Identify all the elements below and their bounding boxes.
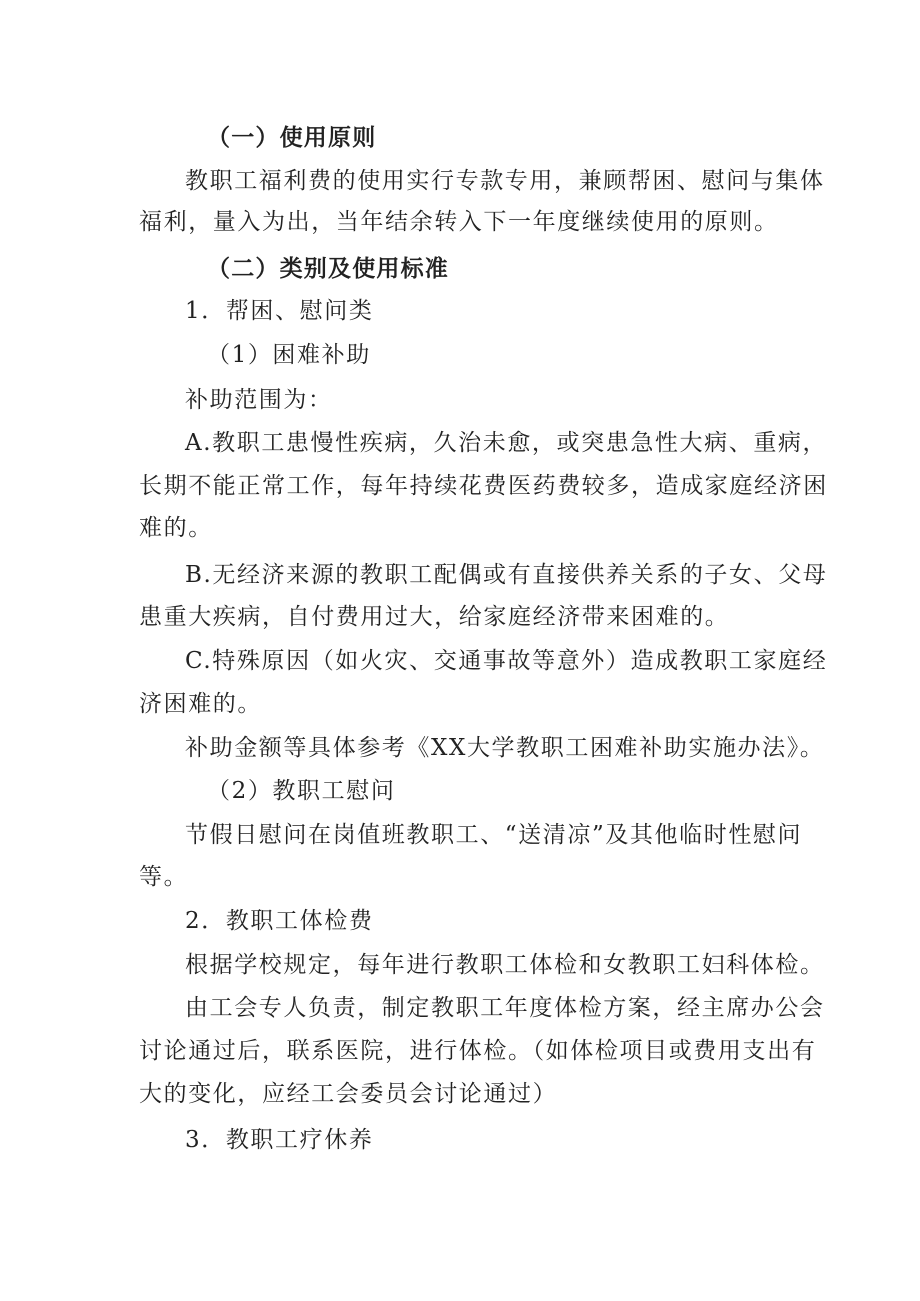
paragraph-line: 讨论通过后，联系医院，进行体检。（如体检项目或费用支出有 bbox=[139, 1038, 817, 1064]
subsection-heading: 2．教职工体检费 bbox=[185, 908, 374, 934]
paragraph-line: 济困难的。 bbox=[139, 691, 262, 717]
subsection-heading: 3．教职工疗休养 bbox=[185, 1127, 374, 1153]
paragraph-line: 教职工福利费的使用实行专款专用，兼顾帮困、慰问与集体 bbox=[185, 168, 825, 194]
item-heading: （1）困难补助 bbox=[207, 342, 371, 368]
paragraph-line: 由工会专人负责，制定教职工年度体检方案，经主席办公会 bbox=[185, 995, 825, 1021]
paragraph-line: 等。 bbox=[139, 864, 189, 890]
paragraph-line: 补助范围为： bbox=[185, 387, 333, 413]
paragraph-line: 长期不能正常工作，每年持续花费医药费较多，造成家庭经济困 bbox=[139, 473, 828, 499]
subsection-heading: 1．帮困、慰问类 bbox=[185, 298, 374, 324]
paragraph-line: 根据学校规定，每年进行教职工体检和女教职工妇科体检。 bbox=[185, 952, 825, 978]
section-heading-categories: （二）类别及使用标准 bbox=[207, 256, 449, 282]
section-heading-principle: （一）使用原则 bbox=[207, 125, 377, 151]
paragraph-line: C.特殊原因（如火灾、交通事故等意外）造成教职工家庭经 bbox=[185, 648, 828, 674]
paragraph-line: 补助金额等具体参考《XX大学教职工困难补助实施办法》。 bbox=[185, 735, 825, 761]
paragraph-line: 难的。 bbox=[139, 515, 213, 541]
paragraph-line: 福利，量入为出，当年结余转入下一年度继续使用的原则。 bbox=[139, 209, 779, 235]
paragraph-line: 大的变化，应经工会委员会讨论通过） bbox=[139, 1081, 558, 1107]
paragraph-line: B.无经济来源的教职工配偶或有直接供养关系的子女、父母 bbox=[185, 562, 828, 588]
item-heading: （2）教职工慰问 bbox=[207, 778, 396, 804]
paragraph-line: 患重大疾病，自付费用过大，给家庭经济带来困难的。 bbox=[139, 604, 730, 630]
paragraph-line: 节假日慰问在岗值班教职工、“送清凉”及其他临时性慰问 bbox=[185, 822, 803, 848]
paragraph-line: A.教职工患慢性疾病，久治未愈，或突患急性大病、重病， bbox=[185, 430, 828, 456]
